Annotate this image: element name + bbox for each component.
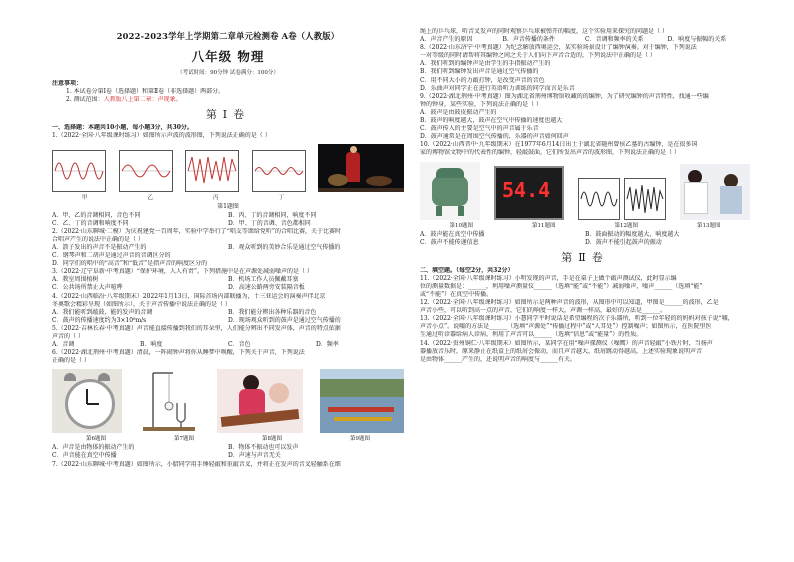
q6-options-ab: A．声音是由物体的振动产生的 B．物体不振动也可以发声 xyxy=(52,444,299,452)
q2-option-c: C．钢琴声和二胡声是通过声音的音调区分的 xyxy=(52,252,171,260)
waveform-12-a xyxy=(578,178,620,220)
note-1: 1. 本试卷分第Ⅰ卷（选择题）和第Ⅱ卷（非选择题）两部分。 xyxy=(66,88,225,96)
q2-line-1: 2.（2022·山东聊城·二模）为庆祝建党一百周年，实验中学举行了“唱支等颂给党听”的合唱比赛，关于比赛时 xyxy=(52,227,341,235)
q7-options: A．声音产生的原因 B．声音传播的条件 C．音调和频率的关系 D．响度与振幅的关系 xyxy=(420,36,727,44)
q3-stem: 3.（2022·辽宁阜新·中考真题）“保护环境，人人有责”。下列措施中是在声源处减弱噪声的是（ ） xyxy=(52,268,313,276)
q14-line-3: 是由物体______产生的，还说明声音的响度与______有关。 xyxy=(420,355,577,363)
q6-line-2: 正确的是（ ） xyxy=(52,357,90,365)
q8-option-b: B．我们听到编钟发出声音是通过空气传播的 xyxy=(420,68,539,76)
q8-option-d: D．乐曲声对同学正在进行英语听力训练的同学而言是乐音 xyxy=(420,84,575,92)
q8-option-a: A．我们听到的编钟声是由学生的手指振动产生的 xyxy=(420,60,551,68)
q14-line-2: 器播放音乐时，原来静止在纸盒上的纸屑会振动，而且声音越大，纸屑跳动得越高，上述实验现象说明声音 xyxy=(420,347,703,355)
volume-2-heading: 第Ⅱ卷 xyxy=(561,250,609,264)
waveform-jia xyxy=(52,150,106,192)
concert-drum-photo xyxy=(318,144,404,192)
q10-line-2: 家的博物馆文物中的代表性的编钟，轻敲鼓面，它们所发出声音的波形图，下列说法正确的是（ ） xyxy=(420,149,680,157)
q4-line-2: 冬奥歌会精彩呈现（如图所示），关于声音传播中说法正确的是（ ） xyxy=(52,300,231,308)
q12-line-1: 12.（2022·全国·八年级课时练习）如图所示是两种声音的波形，从图形中可以知道，甲图是______的波形，乙是 xyxy=(420,299,719,307)
q13-line-1: 13.（2022·全国·八年级课时练习）小慧同学平时说话是希望编程的次子乐器所，听到一位年轻的的妈妈对孩子说“嘘， xyxy=(420,315,734,323)
q8-line-2: 一对等级的同时请帮将其编钟之间之关于人们向下声音合适的，下列说法中正确的是（ ） xyxy=(420,52,656,60)
q4-options-cd: C．鼓声的传播速度约为3×10⁸m/s D．现场观众听到的鼓声是通过空气传播的 xyxy=(52,316,341,324)
q1-wave-labels: 甲 乙 丙 丁 xyxy=(81,195,284,202)
q1-stem: 1.（2022·全国·八年级课时练习）如图所示声波的波形图，下列说法正确的是（ ） xyxy=(52,132,271,140)
q1-figure-caption: 第1题图 xyxy=(217,203,239,211)
q13-line-3: 生通过听诊器给病人诊病，利用了声音可以______（选填“信息”或“能量”）的性质。 xyxy=(420,331,643,339)
q9-option-b: B．鼓声的响度越大，鼓声在空气中传播的速度也越大 xyxy=(420,117,563,125)
note-2: 2. 测试范围：人教版八上第二章：声现象。 xyxy=(66,96,182,104)
q4-options-ab: A．我们能听到敲鼓，能的发声的音调 B．我们能分辨出各种乐器的音色 xyxy=(52,308,317,316)
left-column xyxy=(52,0,404,562)
q2-option-d: D．同学们的唱中的“高音”和“低音”是指声音的响度区分的 xyxy=(52,260,208,268)
q3-options-cd: C．公共场所禁止大声喧哗 D．高速公路两旁安装隔音板 xyxy=(52,284,305,292)
exam-meta: （考试时间：90分钟 试卷满分：100分） xyxy=(177,70,279,76)
q9-line-1: 9.（2022·湖北荆州·中考真题）图为湖北省荆州博物馆收藏的的编钟，为了研究编钟的声音特性，找通一些编 xyxy=(420,92,709,100)
tuning-fork-ball-figure xyxy=(139,369,199,433)
volume-1-heading: 第Ⅰ卷 xyxy=(205,108,251,122)
doctor-stethoscope-photo xyxy=(680,164,750,220)
q5-options: A．音调 B．响度 C．音色 D．频率 xyxy=(52,341,339,349)
section1-intro: 一、选择题：本题共10小题，每小题3分，共30分。 xyxy=(52,124,193,132)
q14-line-1: 14.（2022·贵州铜仁·八年级期末）如图所示，某同学在用“噪声探测仪（噪鹰）的声音轻敲”小铁片时，当扬声 xyxy=(420,339,713,347)
figures-6-9-captions: 第6题图 第7题图 第8题图 第9题图 xyxy=(86,436,370,443)
q5-line-1: 5.（2022·吉林长春·中考真题）声音能直接传播到我们的耳朵里，人们能分辨出不同发声体，声音的特点依据 xyxy=(52,324,341,332)
grade-subject: 八年级 物理 xyxy=(191,49,265,64)
q7-stem: 7.（2022·山东聊城·中考真题）如图所示，小腊同学用手锤轻敲和重敲音叉，并将正在发声的音叉轻触系在细 xyxy=(52,460,341,468)
q1-figure xyxy=(52,144,404,192)
guzheng-player-photo xyxy=(217,369,303,433)
q10-options-ab: A．鼓声能在真空中传播 B．鼓面振动的幅度越大，响度越大 xyxy=(420,230,680,238)
right-column xyxy=(420,0,750,562)
fill-section-intro: 二、填空题。（每空2分，共32分） xyxy=(420,266,514,274)
waveform-12-b xyxy=(624,178,666,220)
waveform-pair xyxy=(578,178,666,220)
q8-line-1: 8.（2022·山东济宁·中考真题）为纪念解放西奥运会，某实验场景设计了编钟演奏。对于编钟，下列说法 xyxy=(420,44,697,52)
q9-option-a: A．鼓声是由鼓皮振动产生的 xyxy=(420,108,497,116)
dragon-boat-photo xyxy=(320,369,404,433)
q9-line-2: 钟的钟身，某些实验，下列说法正确的是（ ） xyxy=(420,100,542,108)
alarm-clock-photo xyxy=(52,369,122,433)
q7-continued: 绳上的乒乓球，听音叉发声的同时观察乒乓球被弹开的幅度，这个实验用来探究的问题是（ ） xyxy=(420,28,668,35)
waveform-bing xyxy=(185,150,239,192)
q8-option-c: C．用不同大小的力敲打钟，是改变声音的音色 xyxy=(420,76,545,84)
q11-line-2: 位的测量数据是：______，利用噪声测量仪______（选填“能”或“不能”）减弱噪声，噪声______（选填“能” xyxy=(420,282,703,290)
q12-line-2: 声音小些，可以听到高一点的声音，它们的响度一样大，声调一样高，最好的方法是______。 xyxy=(420,307,667,315)
waveform-yi xyxy=(119,150,173,192)
q10-line-1: 10.（2022·山西晋中·九年级期末）在1977年6月14日出土于湖北省随州曾侯乙墓的古编钟，是在很多国 xyxy=(420,141,698,149)
q1-options-ab: A．甲、乙的音调相同，音色不同 B．丙、丁的音调相同，响度不同 xyxy=(52,211,317,219)
q6-options-cd: C．声音能在真空中传播 D．声速与声音无关 xyxy=(52,452,281,460)
q3-options-ab: A．教室周围植树 B．机场工作人员佩戴耳塞 xyxy=(52,276,299,284)
q10-options-cd: C．鼓声不能传递信息 D．鼓声不能引起鼓声的振动 xyxy=(420,238,662,246)
q13-line-2: 声音小点”。说嘘的方法是______（选填“声源处”“传播过程中”或“人耳处”）控制噪声；如图所示，在医院里医 xyxy=(420,323,712,331)
notes-heading: 注意事项： xyxy=(52,80,83,87)
noise-meter-photo xyxy=(494,166,564,220)
noise-meter-display: 54.4 xyxy=(502,177,551,202)
figures-10-13 xyxy=(420,162,750,220)
q4-line-1: 4.（2022·山西临汾·八年级期末）2022年1月13日，国际首场内部联播为，十三亚运会的演奏声伴北京 xyxy=(52,292,326,300)
q2-options-ab: A．箭子发出的声音不是振动产生的 B．观众听到的美妙合乐是通过空气传播的 xyxy=(52,243,341,251)
q9-option-c: C．鼓声传入的主要是空气中的声音属于乐音 xyxy=(420,125,539,133)
q11-line-3: 或“不能”）在真空中传播。 xyxy=(420,290,493,298)
figures-10-13-captions: 第10题图 第11题图 第12题图 第13题图 xyxy=(449,222,721,229)
q6-line-1: 6.（2022·湖北荆州·中考真题）清晨，一阵闹钟声将你从睡梦中唤醒，下列关于声音，下列说法 xyxy=(52,349,305,357)
q9-option-d: D．鼓声通常是在周围空气传播的，乐器的声音如何回声 xyxy=(420,133,569,141)
bronze-vessel-photo xyxy=(420,162,480,220)
page-title: 2022-2023学年上学期第二章单元检测卷 A卷（人教版） xyxy=(116,31,340,41)
test-scope: 人教版八上第二章：声现象。 xyxy=(103,96,182,104)
q2-line-2: 合唱声产生的说法中正确的是（ ） xyxy=(52,235,144,243)
q11-line-1: 11.（2022·全国·八年级课时练习）小明发现的声音，手是在桌子上做个敲声测试仪，此时显示编 xyxy=(420,274,677,282)
waveform-ding xyxy=(252,150,306,192)
q1-options-cd: C．乙、丁的音调和响度不同 D．甲、丁的音调、音色都相同 xyxy=(52,219,311,227)
figures-6-9 xyxy=(52,369,404,433)
q5-line-2: 声音的（ ） xyxy=(52,332,84,340)
